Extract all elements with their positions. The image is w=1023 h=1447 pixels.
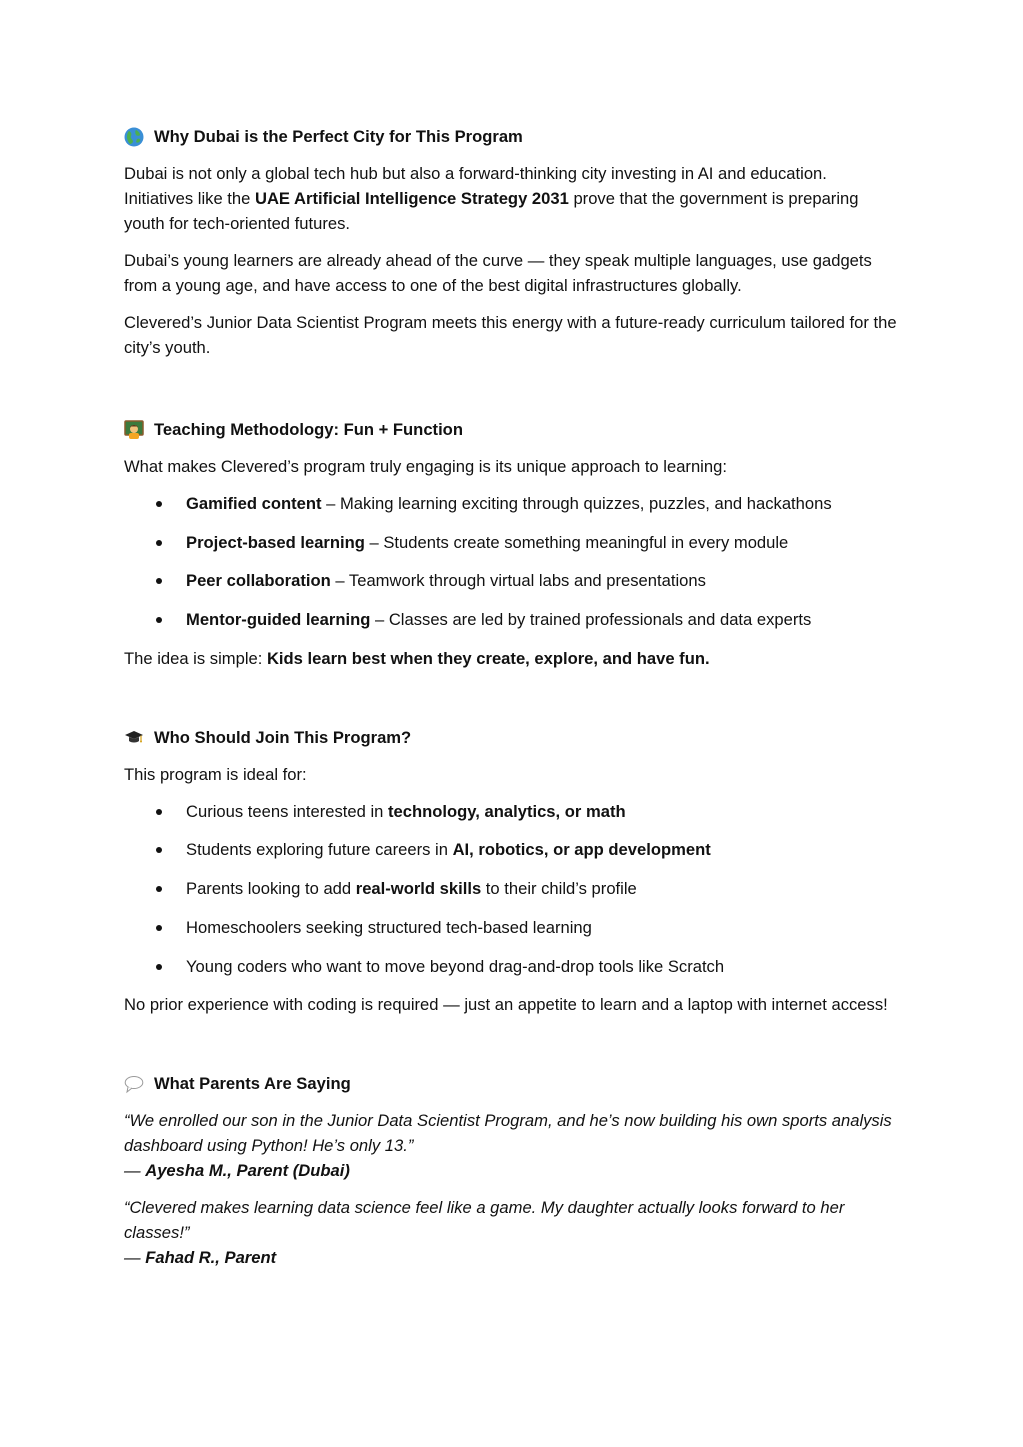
item-bold: AI, robotics, or app development — [452, 840, 711, 860]
section-heading — [124, 124, 899, 149]
paragraph-bold: Kids learn best when they create, explore, and have fun. — [266, 648, 710, 668]
item-text: – Teamwork through virtual labs and presentations — [330, 571, 706, 591]
item-bold: Mentor-guided learning — [186, 610, 371, 630]
paragraph-bold: UAE Artificial Intelligence Strategy 2031 — [254, 189, 569, 208]
item-text: – Students create something meaningful in every module — [364, 532, 789, 552]
paragraph — [124, 161, 899, 236]
section-teaching-methodology — [124, 417, 899, 671]
item-text: Homeschoolers seeking structured tech-based learning — [186, 917, 592, 937]
list-item — [124, 568, 899, 593]
section-title: Teaching Methodology: Fun + Function — [154, 420, 463, 439]
item-text: – Making learning exciting through quizzes, puzzles, and hackathons — [321, 494, 832, 513]
paragraph: This program is ideal for: — [124, 764, 307, 784]
testimonial-dash: — — [124, 1248, 146, 1268]
item-bold: technology, analytics, or math — [388, 801, 626, 821]
testimonial — [124, 1195, 899, 1270]
paragraph — [124, 646, 899, 671]
item-bold: Gamified content — [186, 494, 322, 513]
teacher-icon — [124, 420, 144, 440]
item-bold: Project-based learning — [186, 532, 365, 552]
paragraph: What makes Clevered’s program truly engaging is its unique approach to learning: — [124, 457, 727, 476]
globe-icon — [124, 127, 144, 147]
list-item — [124, 954, 899, 979]
item-text: Parents looking to add — [186, 879, 356, 899]
paragraph-text: Dubai is not only a global tech hub but also a forward-thinking city investing in AI and education. Initiatives like the — [124, 164, 827, 208]
paragraph: No prior experience with coding is required — just an appetite to learn and a laptop with internet access! — [124, 995, 888, 1015]
paragraph: Clevered’s Junior Data Scientist Program meets this energy with a future-ready curriculum tailored for the city’s youth. — [124, 313, 897, 357]
document-content — [124, 124, 899, 1324]
testimonial-author: Ayesha M., Parent (Dubai) — [145, 1161, 350, 1181]
section-parents-saying — [124, 1071, 899, 1270]
item-text: Young coders who want to move beyond drag-and-drop tools like Scratch — [186, 956, 725, 976]
section-why-dubai — [124, 124, 899, 360]
item-text: Students exploring future careers in — [186, 840, 453, 860]
speech-bubble-icon — [124, 1074, 144, 1094]
section-heading — [124, 1071, 899, 1096]
list-item — [124, 607, 899, 632]
list-item — [124, 915, 899, 940]
section-heading — [124, 725, 899, 750]
paragraph: Dubai’s young learners are already ahead of the curve — they speak multiple languages, use gadgets from a young age, and have access to one of the best digital infrastructures globally. — [124, 251, 872, 295]
audience-list — [124, 799, 899, 979]
item-bold: Peer collaboration — [186, 571, 331, 591]
list-item — [124, 837, 899, 862]
section-title: Why Dubai is the Perfect City for This Program — [154, 127, 523, 146]
item-text: – Classes are led by trained professionals and data experts — [370, 610, 812, 630]
list-item — [124, 530, 899, 555]
section-who-should-join — [124, 725, 899, 1017]
item-text: to their child’s profile — [481, 879, 637, 899]
graduation-cap-icon — [124, 727, 144, 747]
section-heading — [124, 417, 899, 442]
list-item — [124, 799, 899, 824]
testimonial-dash: — — [124, 1161, 146, 1181]
list-item — [124, 491, 899, 516]
paragraph-text: The idea is simple: — [124, 648, 267, 668]
testimonial-text: “Clevered makes learning data science feel like a game. My daughter actually looks forward to her classes!” — [124, 1198, 845, 1243]
testimonial — [124, 1108, 899, 1183]
section-title: Who Should Join This Program? — [154, 727, 412, 747]
section-title: What Parents Are Saying — [154, 1074, 351, 1094]
method-list — [124, 491, 899, 632]
item-bold: real-world skills — [355, 879, 482, 899]
testimonial-author: Fahad R., Parent — [145, 1248, 277, 1268]
item-text: Curious teens interested in — [186, 801, 389, 821]
list-item — [124, 876, 899, 901]
testimonial-text: “We enrolled our son in the Junior Data Scientist Program, and he’s now building his own sports analysis dashboard using Python! He’s only 13.” — [124, 1111, 892, 1156]
paragraph-text: prove that the government is preparing youth for tech-oriented futures. — [124, 189, 859, 233]
